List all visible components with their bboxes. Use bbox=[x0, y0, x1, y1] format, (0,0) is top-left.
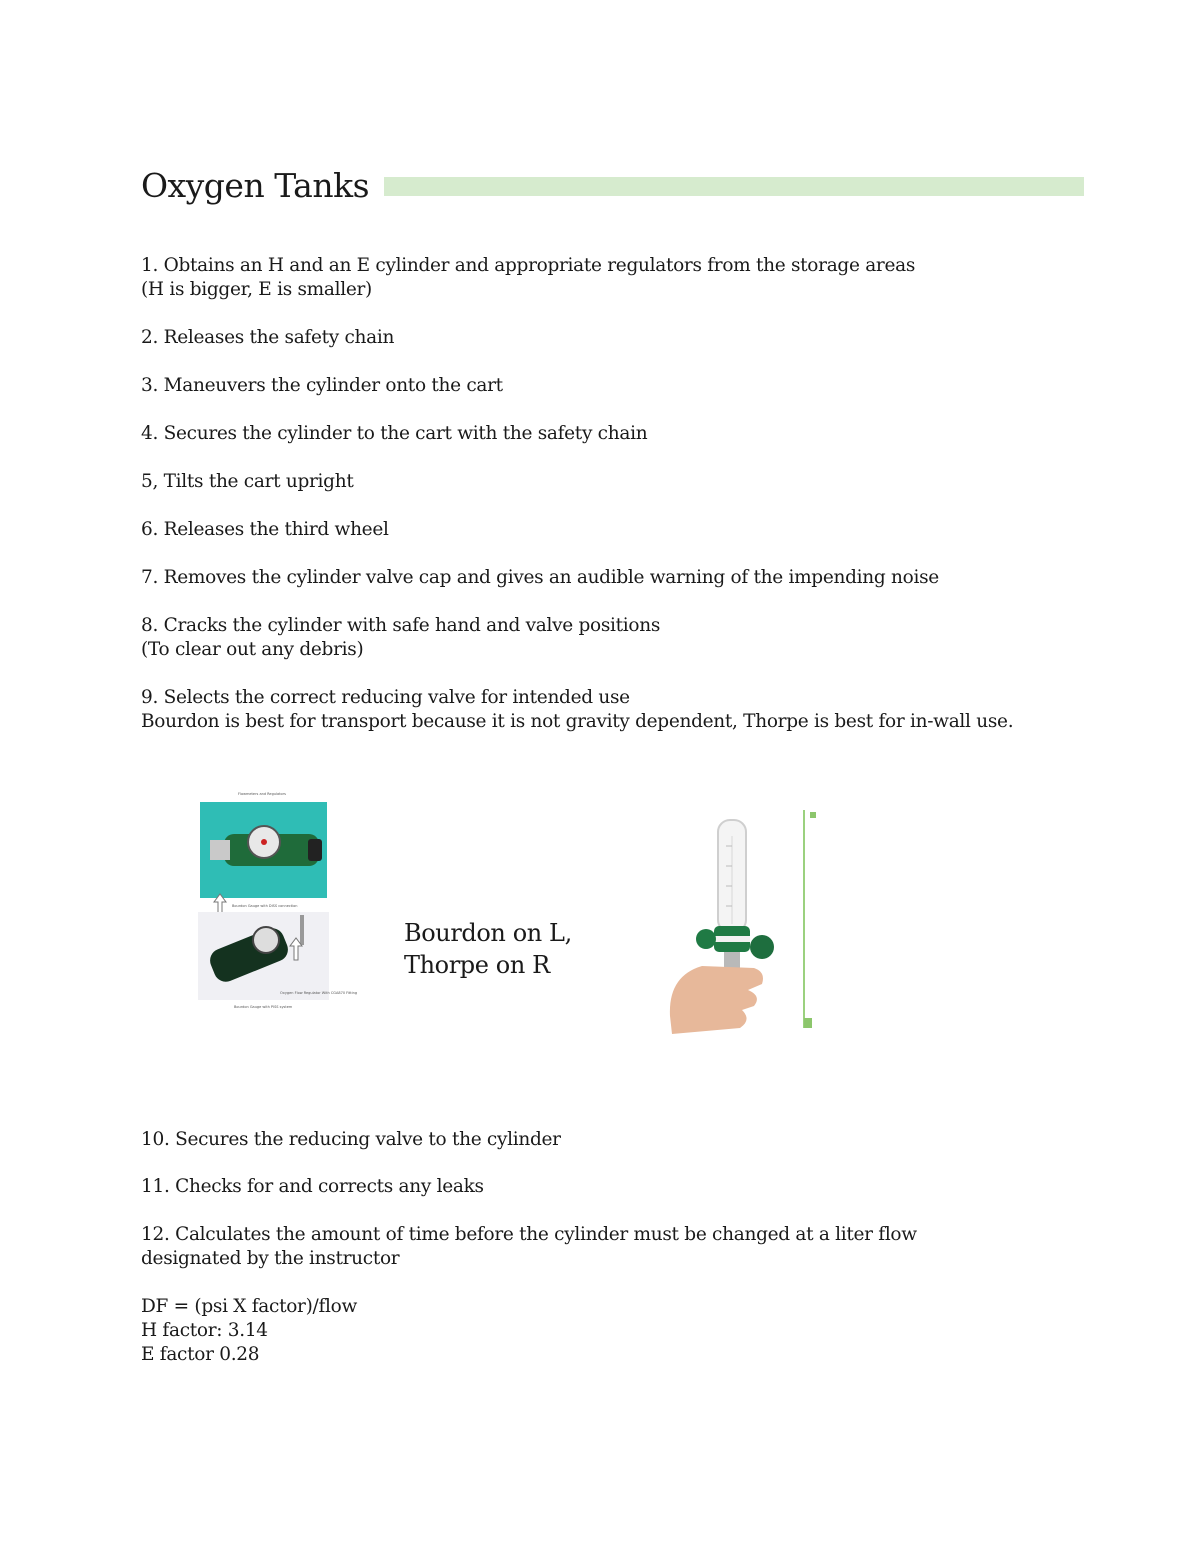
figure-caption: Bourdon on L, Thorpe on R bbox=[404, 919, 572, 979]
step-7: 7. Removes the cylinder valve cap and gives an audible warning of the impending noise bbox=[141, 567, 939, 588]
step-3: 3. Maneuvers the cylinder onto the cart bbox=[141, 375, 503, 396]
thorpe-tube-photo bbox=[662, 806, 832, 1034]
step-9-note: Bourdon is best for transport because it is not gravity dependent, Thorpe is best for in-wall use. bbox=[141, 711, 1014, 732]
page-title: Oxygen Tanks bbox=[141, 166, 370, 205]
title-highlight-bar bbox=[384, 177, 1084, 196]
bourdon-diss-label: Bourdon Gauge with DISS connection bbox=[232, 904, 298, 908]
step-11: 11. Checks for and corrects any leaks bbox=[141, 1176, 484, 1197]
thorpe-tube-figure bbox=[662, 806, 832, 1034]
regulator-fitting-label: Oxygen Flow Regulator With CGA870 Fitting bbox=[280, 991, 358, 995]
bourdon-piss-label: Bourdon Gauge with PISS system bbox=[234, 1005, 293, 1009]
step-8-note: (To clear out any debris) bbox=[141, 639, 364, 660]
bourdon-gauge-figure bbox=[196, 790, 358, 1012]
title-row bbox=[141, 166, 1084, 206]
step-1-note: (H is bigger, E is smaller) bbox=[141, 279, 372, 300]
h-factor-line: H factor: 3.14 bbox=[141, 1320, 268, 1341]
step-2: 2. Releases the safety chain bbox=[141, 327, 395, 348]
figure-header-label: Flowmeters and Regulators bbox=[238, 792, 286, 796]
step-1: 1. Obtains an H and an E cylinder and appropriate regulators from the storage areas bbox=[141, 255, 916, 276]
bourdon-gauge-photos bbox=[196, 790, 332, 1012]
step-10: 10. Secures the reducing valve to the cylinder bbox=[141, 1129, 561, 1150]
step-8: 8. Cracks the cylinder with safe hand and valve positions bbox=[141, 615, 661, 636]
formula-line: DF = (psi X factor)/flow bbox=[141, 1296, 357, 1317]
step-9: 9. Selects the correct reducing valve for intended use bbox=[141, 687, 630, 708]
step-5: 5, Tilts the cart upright bbox=[141, 471, 354, 492]
step-4: 4. Secures the cylinder to the cart with the safety chain bbox=[141, 423, 648, 444]
step-12: 12. Calculates the amount of time before the cylinder must be changed at a liter flow bbox=[141, 1224, 917, 1245]
step-6: 6. Releases the third wheel bbox=[141, 519, 389, 540]
step-12-note: designated by the instructor bbox=[141, 1248, 400, 1269]
e-factor-line: E factor 0.28 bbox=[141, 1344, 260, 1365]
